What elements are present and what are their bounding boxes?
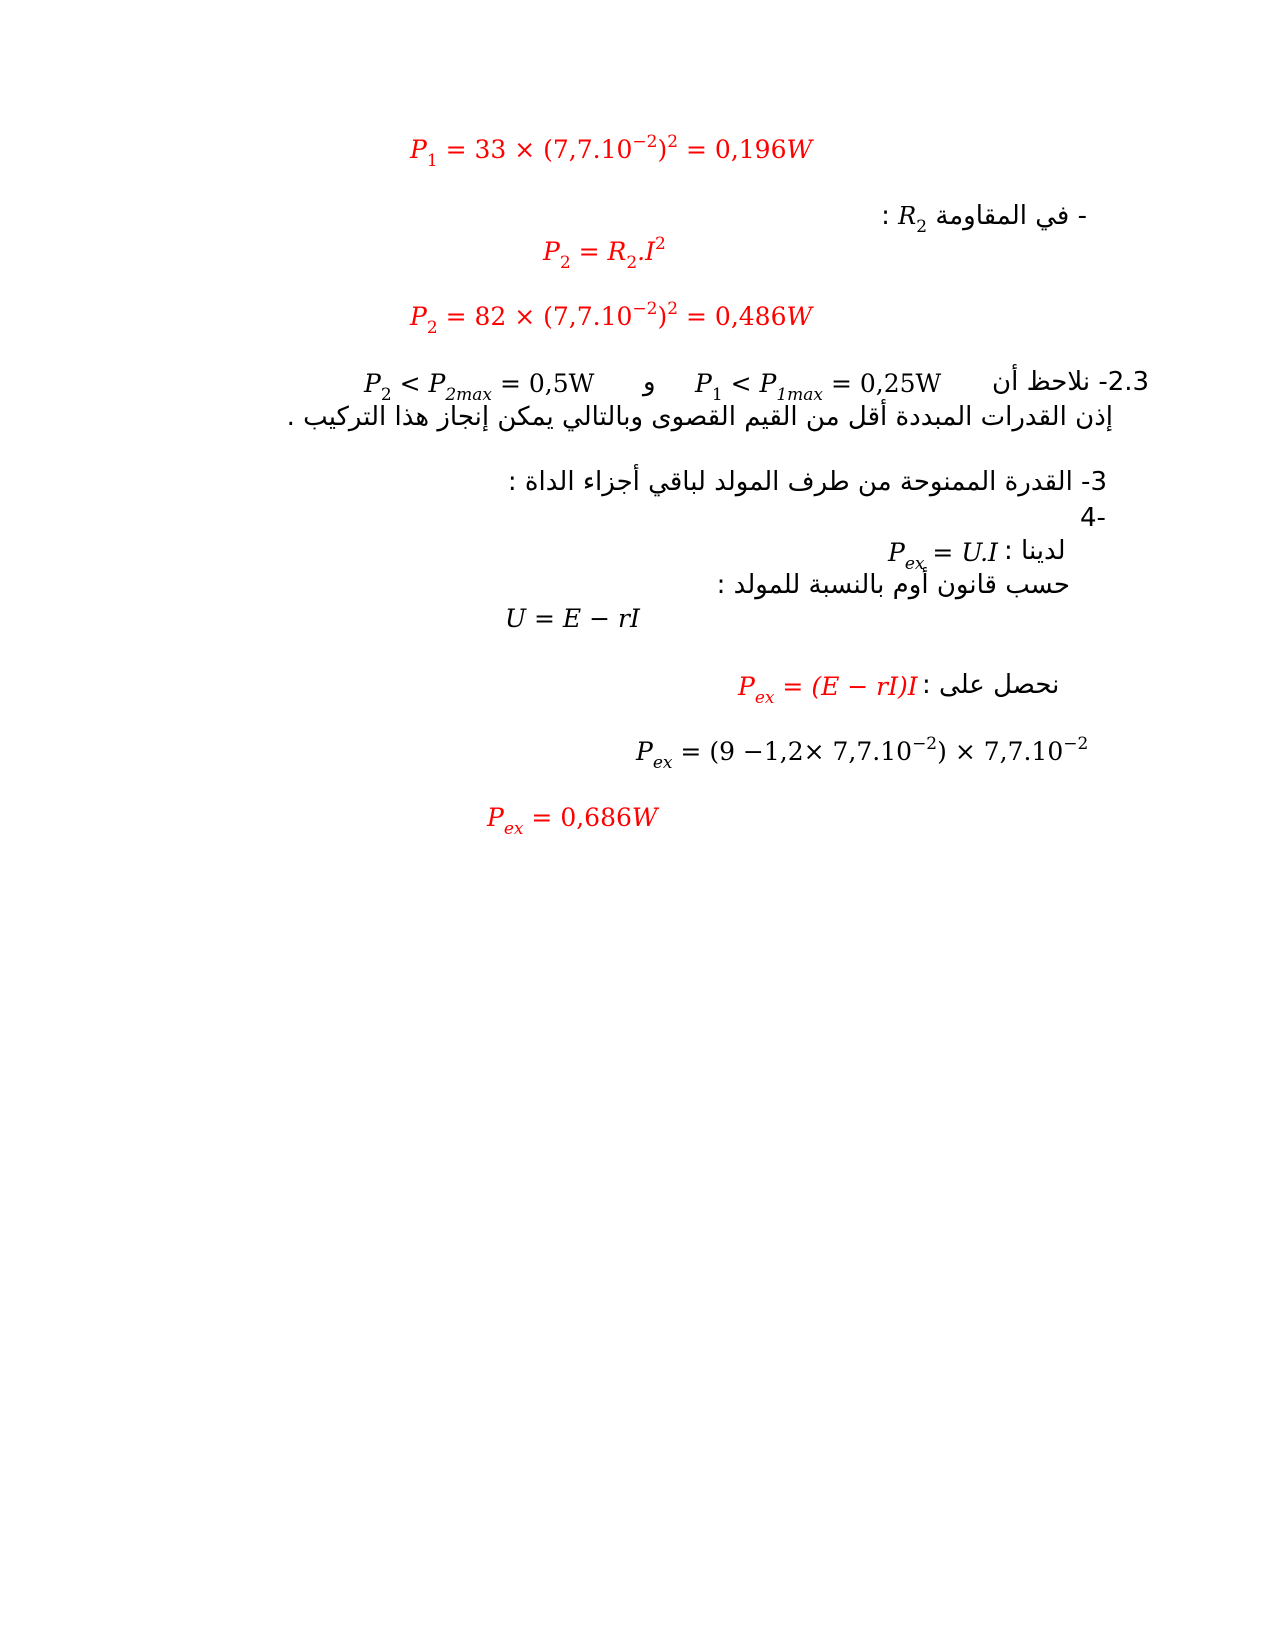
equation-ohm-law: U = E − rI [505, 604, 640, 633]
ohm-law-heading: حسب قانون أوم بالنسبة للمولد : [716, 570, 1070, 600]
ladayna-label: لدينا : [1004, 536, 1066, 566]
nahsul-label: نحصل على : [922, 670, 1060, 700]
equation-p2-value: $P_2 = 82 \times (7,7.10^{-2})^2 = 0,486W$ [410, 298, 813, 338]
equation-pex-result: $P_{ex} = 0,686W$ [487, 803, 658, 839]
condition-p1: $P_1 < P_{1max} = 0,25W$ [695, 369, 942, 405]
equation-pex-definition: $P_{ex} = U.I$ [888, 538, 998, 574]
equation-pex-numeric: $P_{ex} = (9 -1,2\times 7,7.10^{-2}) \times 7,7.10^{-2}$ [636, 733, 1089, 773]
section-3-heading: 3- القدرة الممنوحة من طرف المولد لباقي أجزاء الداة : [507, 467, 1107, 497]
equation-p2-formula: $P_2 = R_2.I^2$ [543, 233, 666, 273]
item-4-label: 4- [1080, 503, 1106, 533]
equation-pex-expanded: $P_{ex} = (E - rI)I$ [738, 672, 918, 708]
and-word: و [643, 367, 656, 397]
section-2-3-conclusion: إذن القدرات المبددة أقل من القيم القصوى وبالتالي يمكن إنجاز هذا التركيب . [286, 402, 1113, 432]
condition-p2: $P_2 < P_{2max} = 0,5W$ [364, 369, 595, 405]
section-2-3-label: 2.3- نلاحظ أن [992, 367, 1150, 397]
r2-heading: - في المقاومة $R_2$ : [881, 201, 1087, 237]
equation-p1-value: $P_1 = 33 \times (7,7.10^{-2})^2 = 0,196W$ [410, 131, 813, 171]
